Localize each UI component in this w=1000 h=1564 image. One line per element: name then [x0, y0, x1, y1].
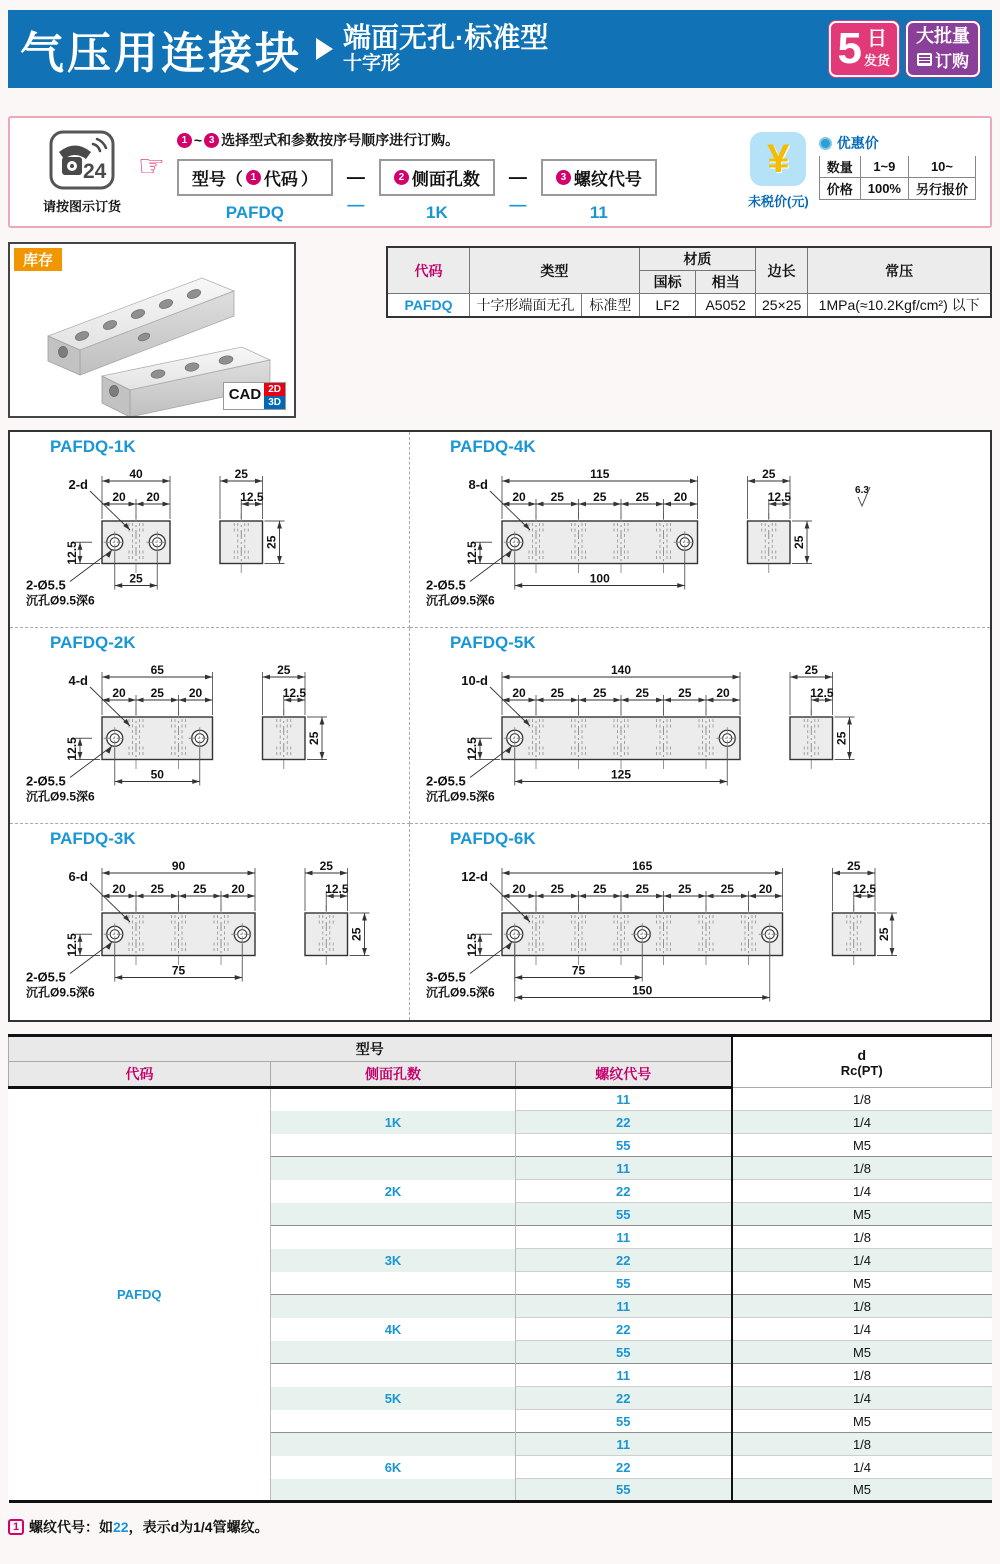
svg-text:24: 24: [83, 160, 107, 183]
thread-code-cell: 55: [516, 1272, 732, 1295]
spec-type-sub-value: 标准型: [582, 294, 640, 318]
svg-text:20: 20: [146, 490, 160, 504]
svg-text:2-Ø5.5: 2-Ø5.5: [26, 969, 66, 985]
d-header: d: [857, 1046, 867, 1063]
svg-text:125: 125: [610, 767, 632, 782]
thread-code-cell: 22: [516, 1249, 732, 1272]
holes-count-cell: [271, 1295, 516, 1318]
d-size-cell: M5: [732, 1272, 992, 1295]
d-size-cell: 1/4: [732, 1249, 992, 1272]
svg-text:25: 25: [150, 882, 164, 896]
side-holes-value: 1K: [426, 203, 448, 222]
discount-icon: [819, 137, 832, 150]
svg-text:50: 50: [150, 767, 164, 782]
svg-text:2-d: 2-d: [68, 477, 88, 492]
holes-count-cell: [271, 1272, 516, 1295]
svg-text:沉孔Ø9.5深6: 沉孔Ø9.5深6: [26, 985, 95, 1000]
cad-label: CAD: [228, 386, 262, 403]
holes-count-cell: 5K: [271, 1387, 516, 1410]
svg-text:25: 25: [349, 927, 364, 941]
tilde: ~: [193, 132, 203, 148]
thread-code-value: 11: [589, 203, 608, 222]
drawing-title: PAFDQ-6K: [450, 829, 536, 848]
thread-column-header: 螺纹代号: [516, 1062, 732, 1088]
model-code-box: [177, 159, 333, 196]
holes-count-cell: 4K: [271, 1318, 516, 1341]
svg-text:4-d: 4-d: [68, 673, 88, 688]
side-holes-box: [379, 159, 495, 196]
svg-text:25: 25: [792, 535, 806, 549]
spec-header-material: 材质: [639, 247, 755, 271]
stock-and-spec: [8, 242, 992, 418]
holes-column-header: 侧面孔数: [271, 1062, 516, 1088]
subtitle-main: 端面无孔·标准型: [343, 22, 549, 54]
drawing-title: PAFDQ-5K: [450, 633, 536, 652]
thread-code-cell: 11: [516, 1295, 732, 1318]
d-size-cell: 1/4: [732, 1387, 992, 1410]
d-size-cell: 1/8: [732, 1226, 992, 1249]
dimension-drawing: [424, 457, 910, 625]
holes-count-cell: [271, 1341, 516, 1364]
svg-text:20: 20: [112, 490, 126, 504]
bulk-order-icon: [917, 53, 932, 66]
rc-pt-header: Rc(PT): [840, 1062, 883, 1078]
price-value-1: 100%: [860, 178, 908, 200]
drawing-title: PAFDQ-2K: [50, 633, 136, 652]
svg-text:25: 25: [678, 686, 692, 700]
model-code-cell: PAFDQ: [9, 1088, 271, 1502]
qty-label: 数量: [819, 156, 860, 178]
svg-text:12-d: 12-d: [461, 869, 488, 884]
thread-code-cell: 22: [516, 1318, 732, 1341]
svg-text:12.5: 12.5: [810, 686, 834, 700]
holes-count-cell: 2K: [271, 1180, 516, 1203]
svg-text:25: 25: [129, 571, 143, 586]
thread-code-box: [541, 159, 657, 196]
thread-code-cell: 22: [516, 1456, 732, 1479]
svg-text:40: 40: [129, 467, 143, 481]
svg-text:2-Ø5.5: 2-Ø5.5: [26, 773, 66, 789]
box1-suffix: ）: [300, 170, 318, 189]
bulk-badge-line2: 订购: [935, 51, 969, 71]
ordering-instruction-box: [8, 116, 992, 228]
svg-text:25: 25: [234, 467, 248, 481]
instruction-text: 选择型式和参数按序号顺序进行订购。: [221, 132, 460, 148]
cad-2d-tag: 2D: [264, 383, 285, 396]
holes-count-cell: [271, 1134, 516, 1157]
dash: —: [508, 167, 527, 187]
svg-text:25: 25: [593, 686, 607, 700]
spec-code-value: PAFDQ: [387, 294, 470, 318]
step-2-icon: 2: [394, 170, 409, 185]
holes-count-cell: [271, 1088, 516, 1111]
svg-text:25: 25: [593, 882, 607, 896]
bulk-order-badge: [906, 21, 980, 77]
box3-label: 螺纹代号: [573, 170, 642, 189]
page-title: 气压用连接块: [20, 29, 302, 78]
thread-code-cell: 55: [516, 1479, 732, 1502]
box2-label: 侧面孔数: [411, 170, 480, 189]
svg-text:10-d: 10-d: [461, 673, 488, 688]
svg-text:20: 20: [188, 686, 203, 700]
model-number-table: [8, 1034, 992, 1503]
thread-code-cell: 22: [516, 1387, 732, 1410]
spec-header-code: 代码: [387, 247, 470, 294]
product-photo-box: [8, 242, 296, 418]
model-number-builder: [177, 130, 657, 223]
discount-title-text: 优惠价: [836, 135, 879, 151]
svg-text:90: 90: [171, 859, 186, 873]
drawing-title: PAFDQ-1K: [50, 437, 136, 456]
spec-header-equiv: 相当: [696, 271, 756, 294]
dimension-drawing: [424, 849, 945, 1017]
thread-code-cell: 11: [516, 1157, 732, 1180]
drawing-cell-6k: [410, 824, 990, 1020]
dash-value: —: [509, 195, 527, 214]
qty-range-1: 1~9: [860, 156, 908, 178]
holes-count-cell: [271, 1433, 516, 1456]
d-size-cell: 1/4: [732, 1111, 992, 1134]
svg-text:8-d: 8-d: [468, 477, 488, 492]
thread-code-cell: 22: [516, 1180, 732, 1203]
svg-text:沉孔Ø9.5深6: 沉孔Ø9.5深6: [426, 593, 495, 608]
pointing-hand-icon: ☞: [138, 149, 165, 183]
d-size-cell: M5: [732, 1479, 992, 1502]
dimension-drawing: [24, 849, 410, 1017]
svg-text:2-Ø5.5: 2-Ø5.5: [426, 773, 466, 789]
d-size-cell: 1/8: [732, 1157, 992, 1180]
svg-text:20: 20: [673, 490, 688, 504]
bulk-badge-line1: 大批量: [916, 26, 970, 47]
svg-text:25: 25: [834, 731, 849, 745]
thread-code-cell: 55: [516, 1341, 732, 1364]
step-1-icon: 1: [246, 170, 261, 185]
drawing-cell-3k: [10, 824, 410, 1020]
d-size-cell: 1/8: [732, 1433, 992, 1456]
subtitle-shape: 十字形: [343, 52, 401, 74]
svg-text:20: 20: [512, 686, 526, 700]
thread-code-cell: 11: [516, 1226, 732, 1249]
svg-text:25: 25: [762, 467, 776, 481]
svg-text:25: 25: [277, 663, 291, 677]
svg-text:20: 20: [512, 882, 526, 896]
banner-subtitle: [343, 23, 548, 75]
footnote-text: 螺纹代号：如22，表示d为1/4管螺纹。: [29, 1519, 269, 1535]
d-size-cell: 1/8: [732, 1295, 992, 1318]
svg-text:2-Ø5.5: 2-Ø5.5: [426, 577, 466, 593]
yen-icon: ¥: [750, 132, 806, 186]
holes-count-cell: [271, 1479, 516, 1502]
technical-drawings: [8, 430, 992, 1022]
box1-label: 代码: [263, 170, 298, 189]
svg-text:100: 100: [589, 571, 610, 586]
cad-download-badge[interactable]: [223, 382, 286, 410]
svg-text:25: 25: [635, 882, 649, 896]
svg-text:75: 75: [171, 963, 186, 978]
drawing-cell-2k: [10, 628, 410, 824]
thread-code-cell: 55: [516, 1203, 732, 1226]
dash-value: —: [347, 195, 365, 214]
svg-text:6.3: 6.3: [855, 485, 869, 496]
holes-count-cell: 3K: [271, 1249, 516, 1272]
svg-text:12.5: 12.5: [465, 933, 479, 957]
d-size-cell: M5: [732, 1203, 992, 1226]
svg-text:25: 25: [319, 859, 333, 873]
svg-text:12.5: 12.5: [767, 490, 792, 504]
d-size-cell: M5: [732, 1410, 992, 1433]
phone-24h-icon: [49, 130, 115, 190]
drawing-cell-4k: [410, 432, 990, 628]
spec-header-pressure: 常压: [808, 247, 991, 294]
svg-text:25: 25: [593, 490, 607, 504]
order-instruction: [177, 130, 657, 150]
svg-text:25: 25: [193, 882, 207, 896]
svg-text:25: 25: [550, 882, 564, 896]
banner-badges: [829, 21, 981, 77]
d-size-cell: 1/8: [732, 1088, 992, 1111]
dash: —: [346, 167, 365, 187]
d-size-cell: 1/8: [732, 1364, 992, 1387]
svg-text:12.5: 12.5: [852, 882, 877, 896]
footnote-marker-icon: 1: [8, 1519, 24, 1535]
holes-count-cell: [271, 1364, 516, 1387]
dimension-drawing: [24, 457, 333, 625]
spec-side-value: 25×25: [755, 294, 807, 318]
holes-count-cell: [271, 1226, 516, 1249]
svg-text:3-Ø5.5: 3-Ø5.5: [426, 969, 466, 985]
svg-text:25: 25: [550, 686, 564, 700]
svg-text:65: 65: [150, 663, 164, 677]
model-table-row: [9, 1088, 992, 1111]
svg-text:25: 25: [720, 882, 734, 896]
model-table-header: 型号: [9, 1036, 732, 1062]
svg-text:20: 20: [758, 882, 773, 896]
svg-text:25: 25: [307, 731, 321, 745]
svg-text:12.5: 12.5: [465, 737, 479, 761]
svg-text:12.5: 12.5: [465, 541, 479, 565]
svg-text:12.5: 12.5: [240, 490, 264, 504]
step-3-icon: 3: [556, 170, 571, 185]
spec-pressure-value: 1MPa(≈10.2Kgf/cm²) 以下: [808, 294, 991, 318]
drawing-cell-5k: [410, 628, 990, 824]
svg-text:115: 115: [590, 467, 610, 481]
holes-count-cell: 1K: [271, 1111, 516, 1134]
svg-text:沉孔Ø9.5深6: 沉孔Ø9.5深6: [426, 985, 495, 1000]
tax-note: 未税价(元): [748, 194, 809, 209]
svg-text:25: 25: [635, 686, 649, 700]
svg-text:25: 25: [804, 663, 818, 677]
holes-count-cell: 6K: [271, 1456, 516, 1479]
svg-text:20: 20: [112, 882, 126, 896]
dimension-drawing: [24, 653, 375, 821]
phone-caption: 请按图示订货: [42, 199, 121, 214]
spec-header-side: 边长: [755, 247, 807, 294]
svg-text:25: 25: [635, 490, 649, 504]
thread-code-cell: 55: [516, 1410, 732, 1433]
code-column-header: 代码: [9, 1062, 271, 1088]
discount-price-title: [819, 133, 976, 153]
model-format-row: [177, 159, 657, 223]
d-size-cell: 1/4: [732, 1318, 992, 1341]
phone-order-block: [28, 130, 136, 215]
spec-type-value: 十字形端面无孔: [470, 294, 582, 318]
spec-table: [386, 246, 992, 318]
d-size-cell: 1/4: [732, 1180, 992, 1203]
spec-gb-value: LF2: [639, 294, 696, 318]
d-size-cell: M5: [732, 1134, 992, 1157]
holes-count-cell: [271, 1157, 516, 1180]
drawing-title: PAFDQ-3K: [50, 829, 136, 848]
drawing-cell-1k: [10, 432, 410, 628]
svg-text:25: 25: [264, 535, 279, 549]
banner-arrow-icon: [316, 38, 333, 60]
svg-text:165: 165: [632, 859, 653, 873]
spec-header-type: 类型: [470, 247, 640, 294]
box1-prefix: 型号（: [191, 170, 243, 189]
svg-text:20: 20: [512, 490, 526, 504]
footnote: [8, 1517, 992, 1537]
svg-text:沉孔Ø9.5深6: 沉孔Ø9.5深6: [26, 789, 95, 804]
dimension-drawing: [424, 653, 903, 821]
stock-badge: 库存: [14, 248, 62, 271]
drawing-title: PAFDQ-4K: [450, 437, 536, 456]
svg-text:12.5: 12.5: [65, 933, 79, 957]
ship-days-badge: [829, 21, 900, 77]
svg-text:75: 75: [571, 963, 586, 978]
svg-text:12.5: 12.5: [325, 882, 349, 896]
svg-text:150: 150: [632, 983, 653, 998]
svg-text:140: 140: [610, 663, 632, 677]
svg-text:6-d: 6-d: [68, 869, 88, 884]
spec-equiv-value: A5052: [696, 294, 756, 318]
svg-text:12.5: 12.5: [282, 686, 307, 700]
svg-text:25: 25: [678, 882, 692, 896]
svg-text:沉孔Ø9.5深6: 沉孔Ø9.5深6: [26, 593, 95, 608]
spec-header-gb: 国标: [639, 271, 696, 294]
svg-text:沉孔Ø9.5深6: 沉孔Ø9.5深6: [426, 789, 495, 804]
cad-3d-tag: 3D: [264, 396, 285, 409]
price-label: 价格: [819, 178, 860, 200]
page-banner: [8, 10, 992, 88]
model-code-value: PAFDQ: [225, 203, 285, 222]
svg-text:20: 20: [231, 882, 245, 896]
holes-count-cell: [271, 1410, 516, 1433]
d-size-cell: M5: [732, 1341, 992, 1364]
thread-code-cell: 55: [516, 1134, 732, 1157]
thread-code-cell: 11: [516, 1088, 732, 1111]
svg-text:12.5: 12.5: [65, 737, 79, 761]
discount-price-table: [819, 156, 976, 200]
qty-range-2: 10~: [908, 156, 975, 178]
svg-text:2-Ø5.5: 2-Ø5.5: [26, 577, 66, 593]
svg-text:25: 25: [847, 859, 861, 873]
holes-count-cell: [271, 1203, 516, 1226]
svg-text:25: 25: [150, 686, 164, 700]
d-size-cell: 1/4: [732, 1456, 992, 1479]
price-value-2: 另行报价: [908, 178, 975, 200]
svg-text:12.5: 12.5: [65, 541, 79, 565]
ship-days-number: 5: [837, 24, 862, 74]
price-info: [748, 130, 976, 210]
svg-text:25: 25: [877, 927, 891, 941]
step-1-icon: 1: [177, 133, 192, 148]
ship-day-char: 日: [866, 28, 887, 50]
svg-text:20: 20: [112, 686, 126, 700]
svg-text:20: 20: [716, 686, 730, 700]
ship-text: 发货: [863, 53, 890, 68]
thread-code-cell: 22: [516, 1111, 732, 1134]
thread-code-cell: 11: [516, 1433, 732, 1456]
svg-text:25: 25: [550, 490, 564, 504]
thread-code-cell: 11: [516, 1364, 732, 1387]
step-3-icon: 3: [204, 133, 219, 148]
d-column-header: [732, 1036, 992, 1088]
